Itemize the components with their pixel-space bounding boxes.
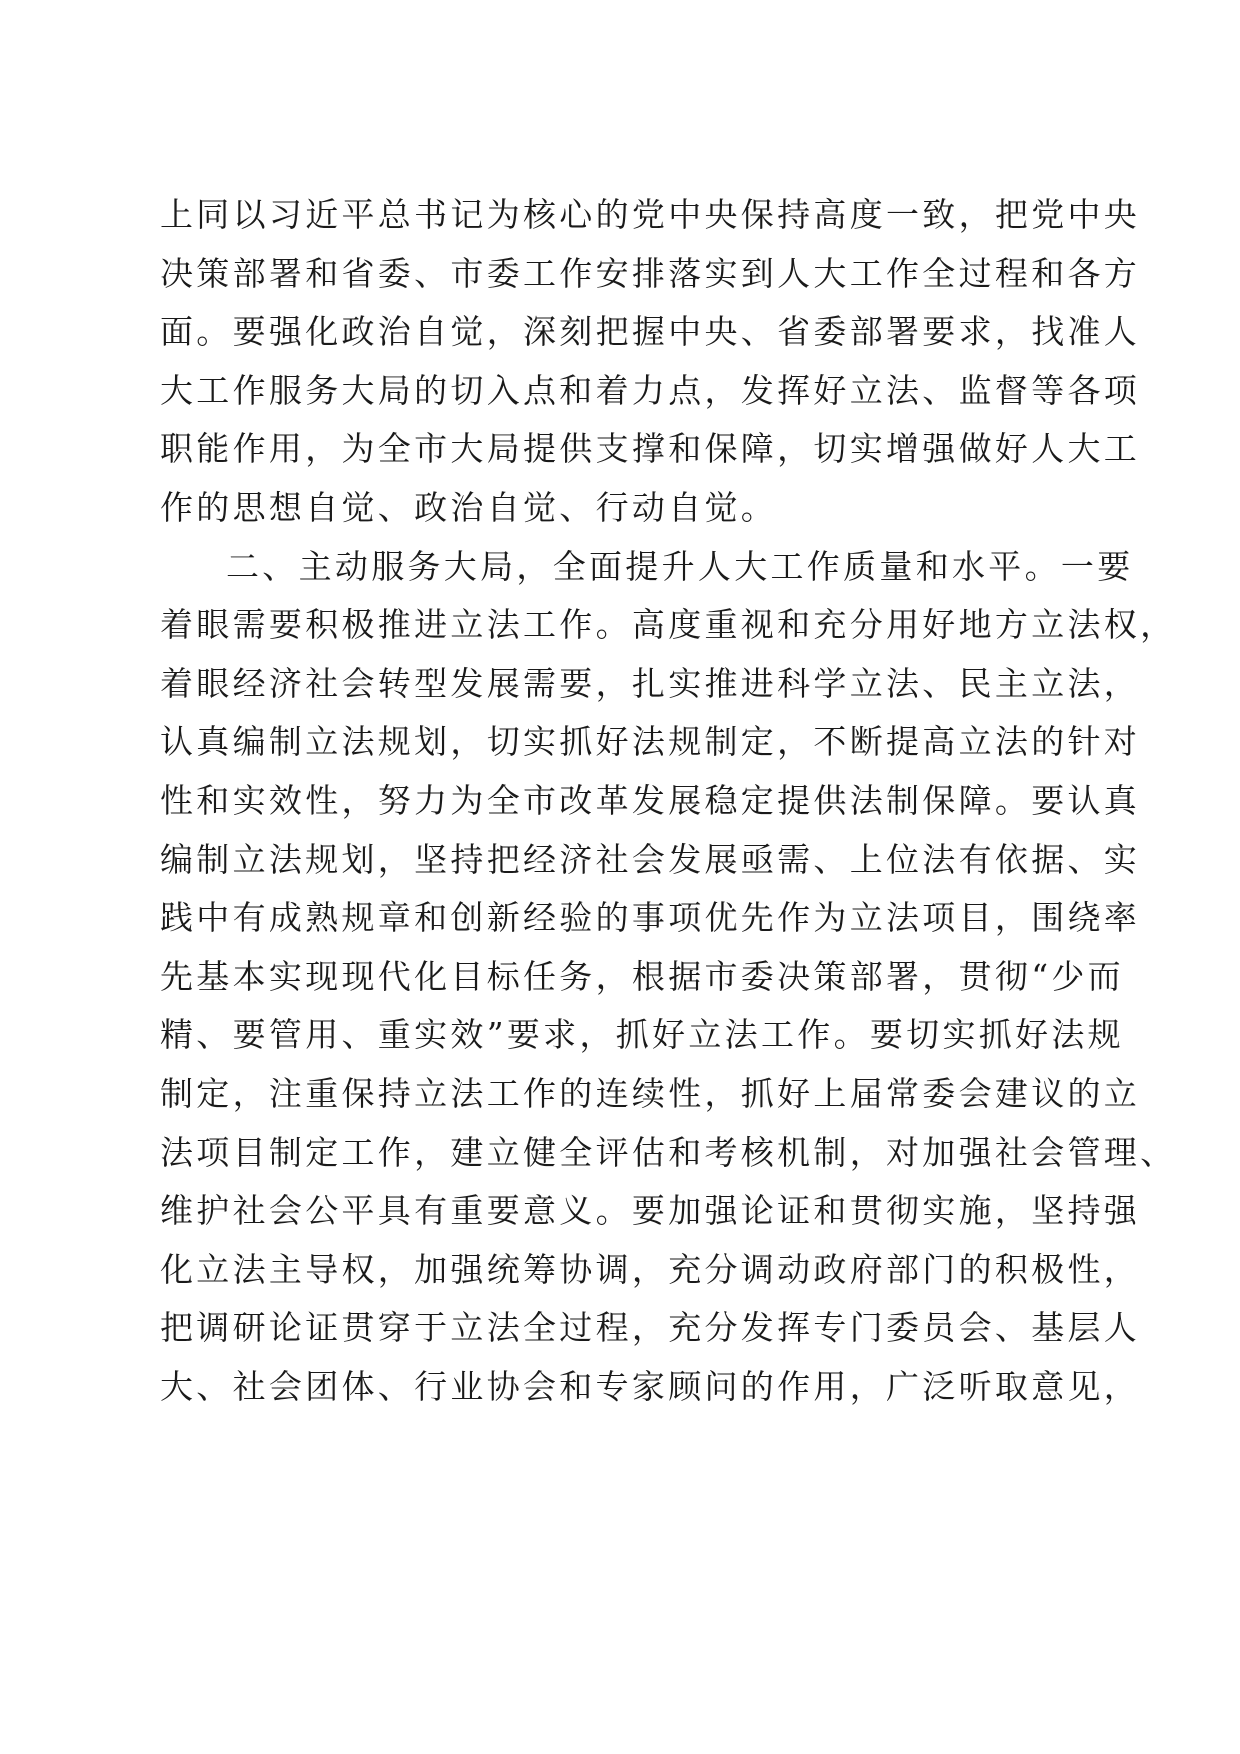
- text-line: 维护社会公平具有重要意义。要加强论证和贯彻实施，坚持强: [160, 1191, 1141, 1231]
- text-line: 性和实效性，努力为全市改革发展稳定提供法制保障。要认真: [160, 780, 1141, 820]
- text-line: 作的思想自觉、政治自觉、行动自觉。: [160, 487, 778, 527]
- text-line: 先基本实现现代化目标任务，根据市委决策部署，贯彻“少而: [160, 956, 1124, 996]
- text-line: 决策部署和省委、市委工作安排落实到人大工作全过程和各方: [160, 253, 1141, 293]
- text-line: 着眼需要积极推进立法工作。高度重视和充分用好地方立法权，: [160, 605, 1177, 645]
- text-line: 大、社会团体、行业协会和专家顾问的作用，广泛听取意见，: [160, 1366, 1141, 1406]
- body-text: [160, 186, 1177, 1416]
- text-line: 职能作用，为全市大局提供支撑和保障，切实增强做好人大工: [160, 429, 1141, 469]
- text-line: 大工作服务大局的切入点和着力点，发挥好立法、监督等各项: [160, 370, 1141, 410]
- paragraph-start-line: 二、主动服务大局，全面提升人大工作质量和水平。一要: [226, 546, 1134, 586]
- text-line: 上同以习近平总书记为核心的党中央保持高度一致，把党中央: [160, 195, 1141, 234]
- text-line: 认真编制立法规划，切实抓好法规制定，不断提高立法的针对: [160, 722, 1141, 762]
- text-line: 面。要强化政治自觉，深刻把握中央、省委部署要求，找准人: [160, 312, 1141, 352]
- text-line: 把调研论证贯穿于立法全过程，充分发挥专门委员会、基层人: [160, 1308, 1141, 1348]
- text-line: 法项目制定工作，建立健全评估和考核机制，对加强社会管理、: [160, 1132, 1177, 1172]
- text-line: 精、要管用、重实效”要求，抓好立法工作。要切实抓好法规: [160, 1015, 1124, 1055]
- text-line: 编制立法规划，坚持把经济社会发展亟需、上位法有依据、实: [160, 839, 1141, 879]
- text-line: 着眼经济社会转型发展需要，扎实推进科学立法、民主立法，: [160, 663, 1141, 703]
- text-line: 践中有成熟规章和创新经验的事项优先作为立法项目，围绕率: [160, 898, 1141, 938]
- text-line: 制定，注重保持立法工作的连续性，抓好上届常委会建议的立: [160, 1073, 1141, 1113]
- text-line: 化立法主导权，加强统筹协调，充分调动政府部门的积极性，: [160, 1249, 1141, 1289]
